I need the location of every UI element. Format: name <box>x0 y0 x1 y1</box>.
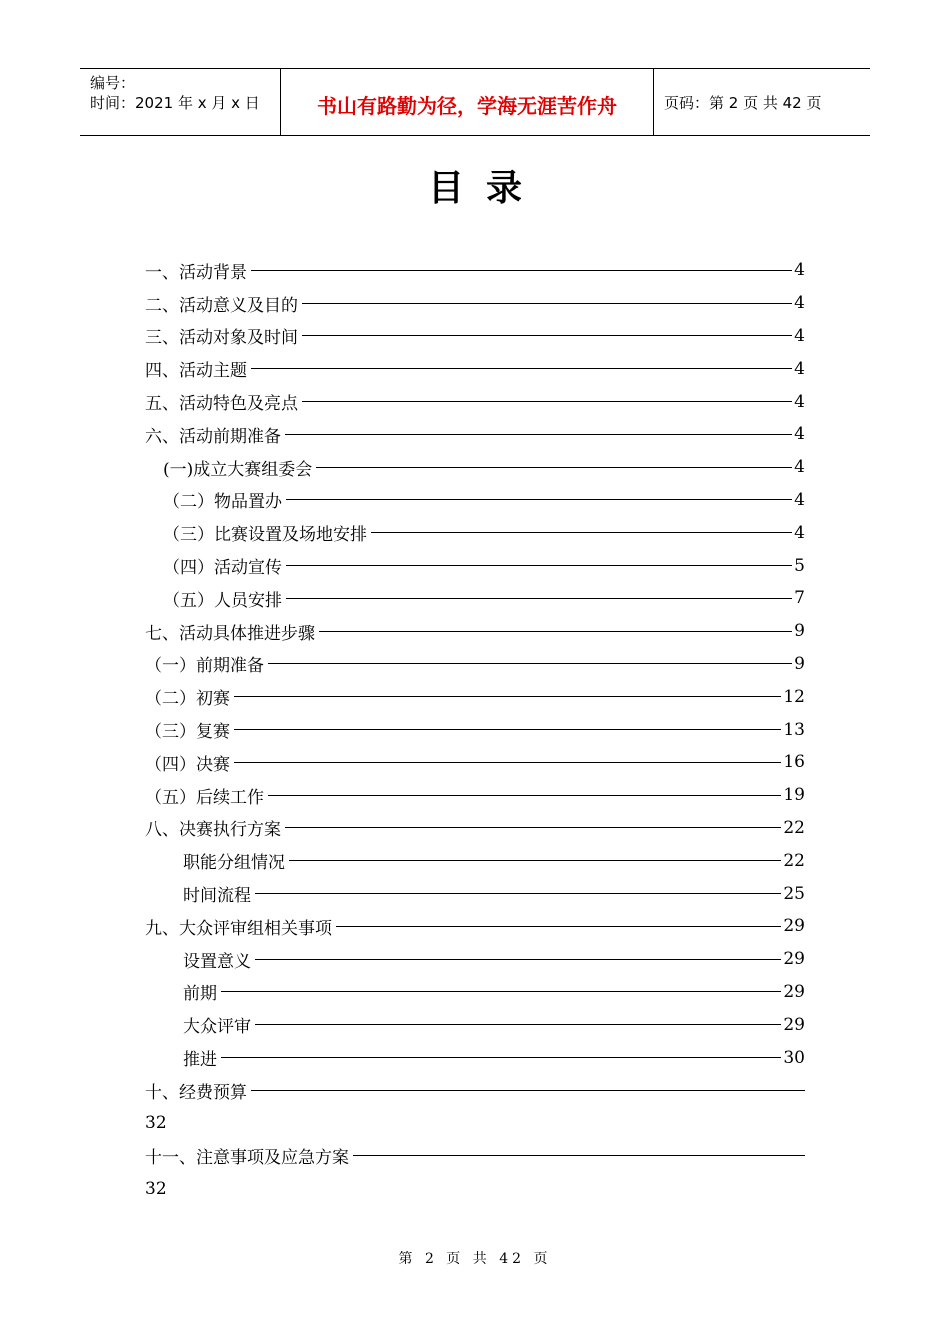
toc-entry-label: 设置意义 <box>183 947 253 972</box>
toc-entry-page: 5 <box>794 555 805 576</box>
page-footer: 第 2 页 共 42 页 <box>398 1251 552 1267</box>
toc-entry[interactable] <box>145 943 805 976</box>
toc-entry-label: (一)成立大赛组委会 <box>163 455 314 480</box>
toc-entry-page: 4 <box>794 391 805 412</box>
toc-entry-label: 九、大众评审组相关事项 <box>145 914 334 939</box>
toc-entry[interactable] <box>145 779 805 812</box>
toc-entry[interactable] <box>145 746 805 779</box>
toc-entry-label: （四）决赛 <box>145 750 232 775</box>
toc-entry-page: 25 <box>783 883 805 904</box>
toc-leader-line <box>255 959 781 960</box>
toc-entry[interactable] <box>145 615 805 648</box>
toc-entry-label: （三）复赛 <box>145 717 232 742</box>
toc-entry-page: 4 <box>794 424 805 445</box>
toc-leader-line <box>316 467 792 468</box>
toc-entry-page: 4 <box>794 522 805 543</box>
toc-entry[interactable] <box>145 713 805 746</box>
toc-leader-line <box>353 1155 805 1156</box>
toc-leader-line <box>221 1057 781 1058</box>
toc-entry-label: 推进 <box>183 1045 219 1070</box>
toc-entry-label: 六、活动前期准备 <box>145 422 283 447</box>
toc-entry-label: （四）活动宣传 <box>163 553 284 578</box>
toc-entry-page: 13 <box>783 719 805 740</box>
document-time-label: 时间：2021 年 x 月 x 日 <box>90 94 260 112</box>
header-motto-cell <box>281 69 654 135</box>
toc-leader-line <box>286 499 792 500</box>
toc-entry-page: 30 <box>783 1047 805 1068</box>
toc-entry-label: （二）物品置办 <box>163 487 284 512</box>
toc-entry[interactable] <box>145 1041 805 1074</box>
toc-entry-label: （三）比赛设置及场地安排 <box>163 520 369 545</box>
toc-leader-line <box>302 335 792 336</box>
document-header <box>80 68 870 136</box>
toc-leader-line <box>251 368 792 369</box>
toc-entry[interactable] <box>145 844 805 877</box>
header-meta-cell <box>80 69 281 135</box>
toc-entry[interactable] <box>145 1140 805 1173</box>
toc-entry-label: 一、活动背景 <box>145 258 249 283</box>
toc-leader-line <box>285 827 781 828</box>
toc-entry-page: 4 <box>794 260 805 281</box>
toc-leader-line <box>285 434 792 435</box>
toc-entry[interactable] <box>145 418 805 451</box>
toc-entry[interactable] <box>145 385 805 418</box>
toc-entry-label: 八、决赛执行方案 <box>145 815 283 840</box>
toc-entry-label: 职能分组情况 <box>183 848 287 873</box>
toc-entry-page: 32 <box>145 1113 167 1134</box>
toc-entry-page: 9 <box>794 653 805 674</box>
toc-entry-label: 大众评审 <box>183 1012 253 1037</box>
toc-entry[interactable] <box>145 254 805 287</box>
toc-entry-page: 4 <box>794 489 805 510</box>
toc-entry[interactable] <box>145 352 805 385</box>
toc-leader-line <box>255 1024 781 1025</box>
toc-leader-line <box>234 696 781 697</box>
toc-entry-page: 29 <box>783 1014 805 1035</box>
toc-leader-line <box>371 532 792 533</box>
toc-leader-line <box>302 303 792 304</box>
toc-entry-page: 29 <box>783 916 805 937</box>
toc-leader-line <box>221 991 781 992</box>
toc-entry[interactable] <box>145 320 805 353</box>
toc-entry-page: 12 <box>783 686 805 707</box>
toc-entry-label: 三、活动对象及时间 <box>145 323 300 348</box>
toc-entry[interactable] <box>145 451 805 484</box>
toc-entry[interactable] <box>145 484 805 517</box>
toc-entry-label: 四、活动主题 <box>145 356 249 381</box>
toc-entry[interactable] <box>145 910 805 943</box>
header-page-cell <box>654 69 870 135</box>
toc-leader-line <box>255 893 781 894</box>
header-motto: 书山有路勤为径，学海无涯苦作舟 <box>317 93 617 118</box>
toc-leader-line <box>286 598 792 599</box>
toc-entry-label: 十、经费预算 <box>145 1078 249 1103</box>
toc-entry-page: 7 <box>794 588 805 609</box>
toc-entry-label: 前期 <box>183 979 219 1004</box>
toc-entry-page: 4 <box>794 325 805 346</box>
document-number-label: 编号： <box>90 74 136 92</box>
toc-leader-line <box>268 663 792 664</box>
toc-entry[interactable] <box>145 287 805 320</box>
toc-leader-line <box>336 926 781 927</box>
header-page-info: 页码：第 2 页 共 42 页 <box>664 93 822 112</box>
toc-entry-page: 4 <box>794 293 805 314</box>
toc-entry-page: 19 <box>783 785 805 806</box>
toc-leader-line <box>319 631 792 632</box>
toc-entry-label: 十一、注意事项及应急方案 <box>145 1143 351 1168</box>
toc-entry-page: 29 <box>783 981 805 1002</box>
toc-entry[interactable] <box>145 976 805 1009</box>
toc-entry[interactable] <box>145 877 805 910</box>
toc-entry-label: 五、活动特色及亮点 <box>145 389 300 414</box>
toc-entry-label: （二）初赛 <box>145 684 232 709</box>
toc-entry-page: 22 <box>783 817 805 838</box>
toc-entry-label: 二、活动意义及目的 <box>145 291 300 316</box>
toc-leader-line <box>286 565 792 566</box>
toc-entry[interactable] <box>145 549 805 582</box>
toc-entry[interactable] <box>145 1008 805 1041</box>
toc-entry-page: 4 <box>794 457 805 478</box>
toc-entry-page: 22 <box>783 850 805 871</box>
toc-entry[interactable] <box>145 516 805 549</box>
toc-entry-page: 32 <box>145 1178 167 1199</box>
toc-entry-page: 9 <box>794 621 805 642</box>
toc-entry[interactable] <box>145 1074 805 1107</box>
toc-entry[interactable] <box>145 812 805 845</box>
table-of-contents <box>145 254 805 1205</box>
toc-entry-page: 4 <box>794 358 805 379</box>
toc-entry-label: 时间流程 <box>183 881 253 906</box>
page-title: 目录 <box>427 168 544 209</box>
toc-entry[interactable] <box>145 680 805 713</box>
toc-entry-label: 七、活动具体推进步骤 <box>145 619 317 644</box>
toc-leader-line <box>251 270 792 271</box>
toc-leader-line <box>268 795 781 796</box>
toc-entry-label: （一）前期准备 <box>145 651 266 676</box>
toc-entry[interactable] <box>145 582 805 615</box>
toc-leader-line <box>302 401 792 402</box>
toc-entry-label: （五）后续工作 <box>145 783 266 808</box>
toc-entry-page: 29 <box>783 949 805 970</box>
toc-leader-line <box>234 729 781 730</box>
toc-entry[interactable] <box>145 648 805 681</box>
toc-leader-line <box>234 762 781 763</box>
toc-entry-page: 16 <box>783 752 805 773</box>
toc-entry-label: （五）人员安排 <box>163 586 284 611</box>
toc-leader-line <box>251 1090 805 1091</box>
toc-leader-line <box>289 860 781 861</box>
